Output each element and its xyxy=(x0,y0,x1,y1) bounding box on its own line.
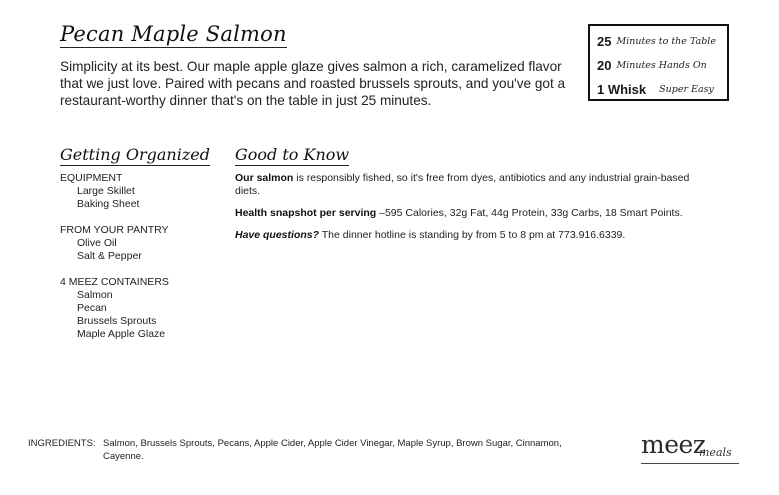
recipe-intro: Simplicity at its best. Our maple apple glaze gives salmon a rich, caramelized flavor that we just love. Paired with pecans and roasted brussels sprouts, and you've got a restaurant-worthy dinner that's on the table in just 25 minutes. xyxy=(60,59,566,108)
stat-number: 25 xyxy=(597,33,612,49)
list-item: Brussels Sprouts xyxy=(77,315,157,327)
group-title: EQUIPMENT xyxy=(60,172,123,184)
list-item: Salmon xyxy=(77,289,113,301)
containers-group xyxy=(60,276,230,341)
note-lead: Our salmon xyxy=(235,172,294,184)
logo-underline xyxy=(641,463,739,464)
stat-time-to-table xyxy=(597,29,720,53)
note-lead: Health snapshot per serving xyxy=(235,207,377,219)
list-item: Pecan xyxy=(77,302,107,314)
stat-difficulty xyxy=(597,77,720,101)
health-snapshot xyxy=(235,207,715,220)
salmon-note xyxy=(235,172,715,198)
ingredients-list: Salmon, Brussels Sprouts, Pecans, Apple Cider, Apple Cider Vinegar, Maple Syrup, Brown Sugar, Cinnamon, Cayenne. xyxy=(103,438,562,462)
pantry-group xyxy=(60,224,230,263)
stat-label: Minutes to the Table xyxy=(616,35,716,47)
stat-label: Minutes Hands On xyxy=(616,59,707,71)
note-text: The dinner hotline is standing by from 5 to 8 pm at 773.916.6339. xyxy=(319,229,626,241)
note-lead: Have questions? xyxy=(235,229,320,241)
stat-hands-on xyxy=(597,53,720,77)
list-item: Olive Oil xyxy=(77,237,117,249)
recipe-title: Pecan Maple Salmon xyxy=(60,22,287,46)
good-to-know-section xyxy=(235,145,715,251)
note-text: –595 Calories, 32g Fat, 44g Protein, 33g Carbs, 18 Smart Points. xyxy=(376,207,683,219)
stat-number: 1 Whisk xyxy=(597,81,647,97)
ingredients-label: INGREDIENTS: xyxy=(28,438,96,449)
logo-sub: meals xyxy=(699,446,732,459)
stat-number: 20 xyxy=(597,57,612,73)
section-heading: Good to Know xyxy=(235,145,350,164)
logo-word: meez xyxy=(641,430,706,459)
stats-box xyxy=(588,24,729,101)
equipment-group xyxy=(60,172,230,211)
group-title: 4 MEEZ CONTAINERS xyxy=(60,276,169,288)
ingredients-footer xyxy=(28,437,618,462)
section-heading: Getting Organized xyxy=(60,145,210,164)
getting-organized-section xyxy=(60,145,230,354)
note-text: is responsibly fished, so it's free from dyes, antibiotics and any industrial grain-based diets. xyxy=(235,172,690,197)
list-item: Salt & Pepper xyxy=(77,250,142,262)
meez-meals-logo xyxy=(641,430,741,466)
list-item: Baking Sheet xyxy=(77,198,140,210)
hotline-note xyxy=(235,229,715,242)
group-title: FROM YOUR PANTRY xyxy=(60,224,169,236)
list-item: Maple Apple Glaze xyxy=(77,328,166,340)
list-item: Large Skillet xyxy=(77,185,135,197)
stat-label: Super Easy xyxy=(659,83,714,95)
